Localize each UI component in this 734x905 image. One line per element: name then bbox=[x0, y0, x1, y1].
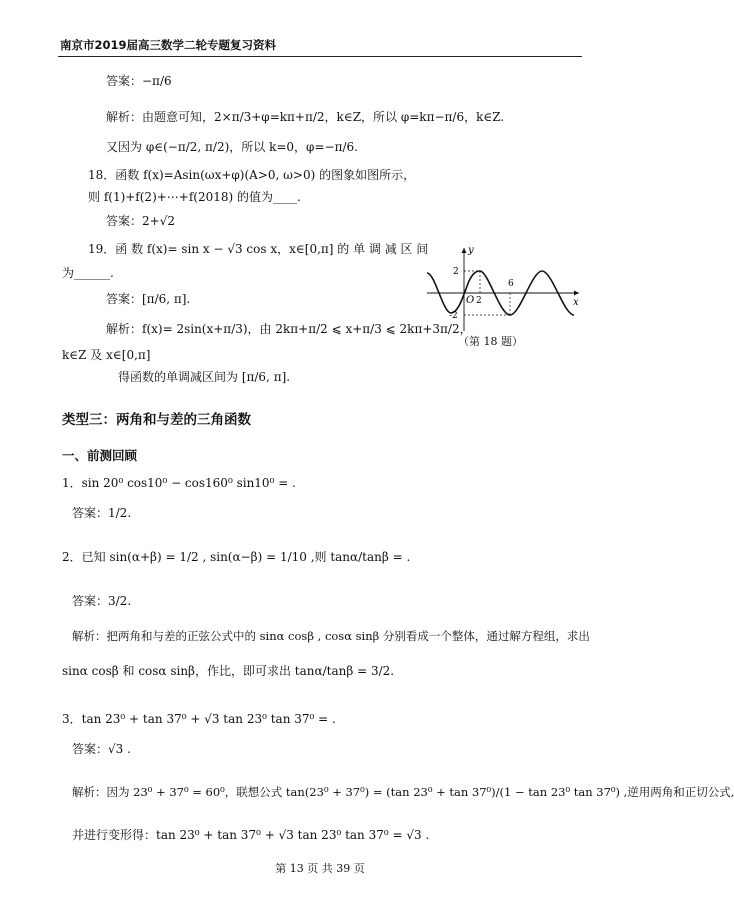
p1-answer: 答案：1/2. bbox=[72, 506, 132, 520]
prev-explain-1: 解析：由题意可知，2×π/3+φ=kπ+π/2，k∈Z，所以 φ=kπ−π/6，k∈Z. bbox=[106, 110, 505, 124]
p3-explain-1: 解析：因为 23⁰ + 37⁰ = 60⁰，联想公式 tan(23⁰ + 37⁰) = (tan 23⁰ + tan 37⁰)/(1 − tan 23⁰ tan 37⁰) ,逆用两角和正切公式, bbox=[72, 785, 734, 799]
q19-stem-2: 为______. bbox=[62, 266, 114, 280]
q19-answer: 答案：[π/6, π]. bbox=[106, 292, 191, 306]
prev-explain-2: 又因为 φ∈(−π/2, π/2)，所以 k=0，φ=−π/6. bbox=[106, 140, 358, 154]
y-tick-neg2: -2 bbox=[449, 311, 458, 321]
q18-answer: 答案：2+√2 bbox=[106, 214, 175, 228]
p3-stem: 3．tan 23⁰ + tan 37⁰ + √3 tan 23⁰ tan 37⁰ = . bbox=[62, 712, 336, 726]
q19-explain-1: 解析：f(x)= 2sin(x+π/3)，由 2kπ+π/2 ⩽ x+π/3 ⩽ 2kπ+3π/2， bbox=[106, 322, 472, 336]
x-arrow-icon bbox=[574, 291, 579, 296]
p3-answer: 答案：√3 . bbox=[72, 742, 131, 756]
q18-stem-2: 则 f(1)+f(2)+⋯+f(2018) 的值为____. bbox=[88, 190, 301, 204]
y-tick-2: 2 bbox=[453, 267, 459, 277]
x-axis-label: x bbox=[573, 297, 579, 308]
p3-explain-2: 并进行变形得：tan 23⁰ + tan 37⁰ + √3 tan 23⁰ tan 37⁰ = √3 . bbox=[72, 828, 430, 842]
q18-stem-1: 18．函数 f(x)=Asin(ωx+φ)(A>0, ω>0) 的图象如图所示， bbox=[88, 168, 416, 182]
section-subtitle: 一、前测回顾 bbox=[62, 448, 138, 463]
origin-label: O bbox=[466, 295, 475, 306]
y-axis-label: y bbox=[468, 245, 474, 256]
page-footer: 第 13 页 共 39 页 bbox=[275, 862, 365, 875]
document-header: 南京市2019届高三数学二轮专题复习资料 bbox=[60, 38, 277, 52]
header-rule bbox=[58, 56, 582, 57]
p1-stem: 1．sin 20⁰ cos10⁰ − cos160⁰ sin10⁰ = . bbox=[62, 476, 296, 490]
q18-sine-figure bbox=[425, 245, 585, 333]
section-title: 类型三：两角和与差的三角函数 bbox=[62, 412, 251, 428]
y-arrow-icon bbox=[462, 248, 467, 253]
figure-caption: （第 18 题） bbox=[458, 335, 523, 348]
x-tick-2: 2 bbox=[476, 296, 482, 306]
q19-explain-2: k∈Z 及 x∈[0,π] bbox=[62, 348, 151, 362]
p2-explain-2: sinα cosβ 和 cosα sinβ，作比，即可求出 tanα/tanβ = 3/2. bbox=[62, 664, 395, 678]
prev-answer: 答案：−π/6 bbox=[106, 74, 172, 88]
p2-explain-1: 解析：把两角和与差的正弦公式中的 sinα cosβ , cosα sinβ 分别看成一个整体，通过解方程组，求出 bbox=[72, 629, 590, 643]
q19-stem-1: 19．函 数 f(x)= sin x − √3 cos x，x∈[0,π] 的 单 调 减 区 间 bbox=[88, 242, 429, 256]
p2-stem: 2．已知 sin(α+β) = 1/2 , sin(α−β) = 1/10 ,则 tanα/tanβ = . bbox=[62, 550, 411, 564]
p2-answer: 答案：3/2. bbox=[72, 594, 132, 608]
x-tick-6: 6 bbox=[508, 279, 514, 289]
q19-explain-3: 得函数的单调减区间为 [π/6, π]. bbox=[118, 370, 291, 384]
